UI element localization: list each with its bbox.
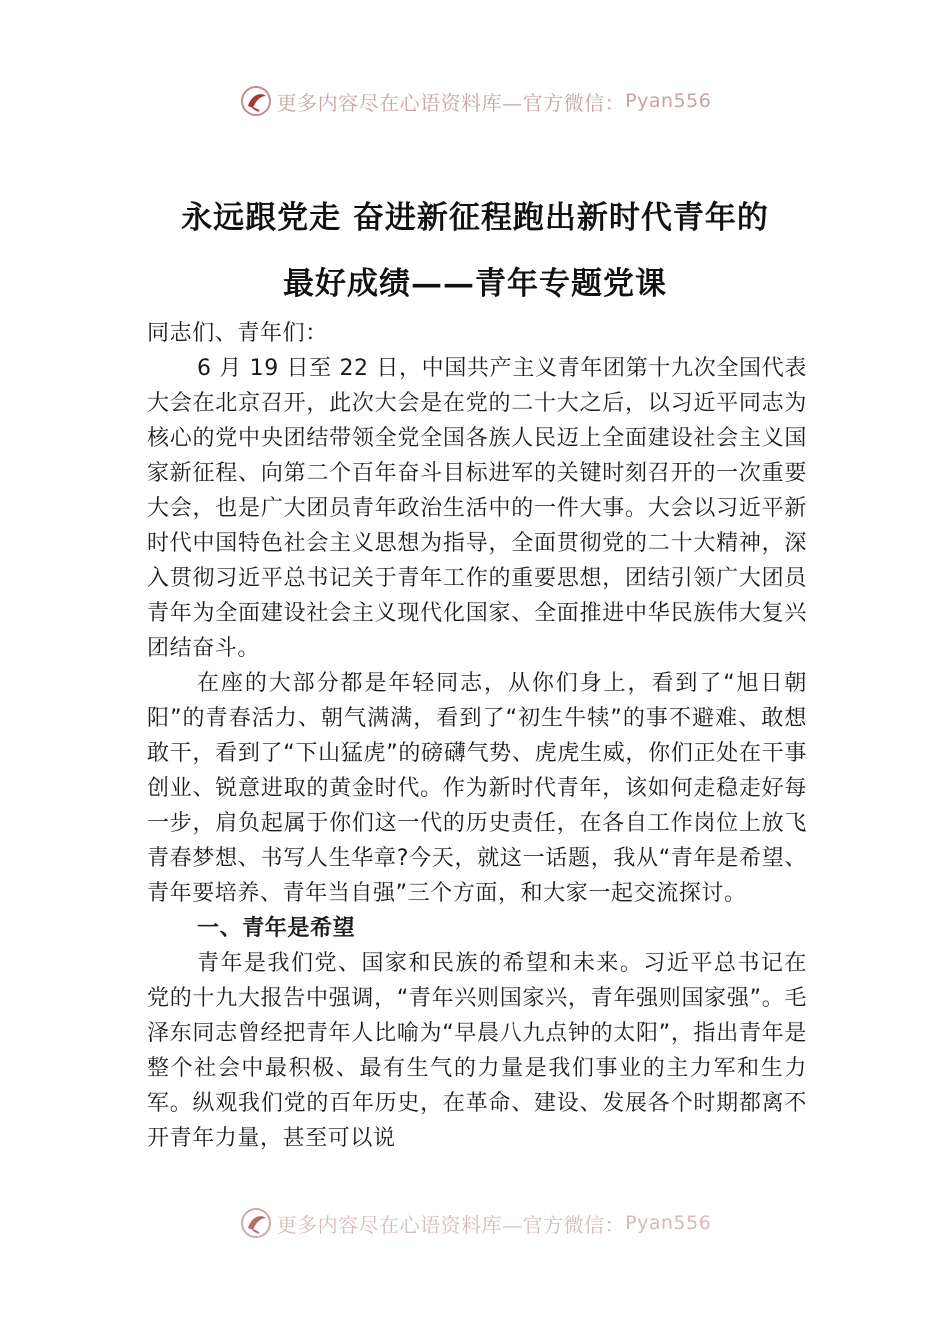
header-watermark (0, 84, 950, 118)
paragraph: 青年是我们党、国家和民族的希望和未来。习近平总书记在党的十九大报告中强调，“青年兴则国家兴，青年强则国家强”。毛泽东同志曾经把青年人比喻为“早晨八九点钟的太阳”，指出青年是整个社会中最积极、最有生气的力量是我们事业的主力军和生力军。纵观我们党的百年历史，在革命、建设、发展各个时期都离不开青年力量，甚至可以说 (147, 951, 807, 1151)
watermark-wechat-id: Pyan556 (625, 1212, 712, 1234)
greeting: 同志们、青年们： (147, 321, 328, 346)
watermark-wechat-id: Pyan556 (625, 90, 712, 112)
watermark-text: 更多内容尽在心语资料库—官方微信： (276, 90, 626, 115)
paragraph: 在座的大部分都是年轻同志，从你们身上，看到了“旭日朝阳”的青春活力、朝气满满，看到了“初生牛犊”的事不避难、敢想敢干，看到了“下山猛虎”的磅礴气势、虎虎生威，你们正处在干事创业、锐意进取的黄金时代。作为新时代青年，该如何走稳走好每一步，肩负起属于你们这一代的历史责任，在各自工作岗位上放飞青春梦想、书写人生华章?今天，就这一话题，我从“青年是希望、青年要培养、青年当自强”三个方面，和大家一起交流探讨。 (147, 671, 807, 906)
document-title-line-2: 最好成绩——青年专题党课 (283, 266, 667, 302)
document-body (147, 316, 807, 1156)
brand-logo-icon (239, 1206, 273, 1240)
section-heading: 一、青年是希望 (197, 916, 356, 941)
brand-logo-icon (239, 84, 273, 118)
watermark-text: 更多内容尽在心语资料库—官方微信： (276, 1212, 626, 1237)
footer-watermark (0, 1206, 950, 1240)
document-title-line-1: 永远跟党走 奋进新征程跑出新时代青年的 (181, 200, 769, 236)
paragraph: 6 月 19 日至 22 日，中国共产主义青年团第十九次全国代表大会在北京召开，此次大会是在党的二十大之后，以习近平同志为核心的党中央团结带领全党全国各族人民迈上全面建设社会主义国家新征程、向第二个百年奋斗目标进军的关键时刻召开的一次重要大会，也是广大团员青年政治生活中的一件大事。大会以习近平新时代中国特色社会主义思想为指导，全面贯彻党的二十大精神，深入贯彻习近平总书记关于青年工作的重要思想，团结引领广大团员青年为全面建设社会主义现代化国家、全面推进中华民族伟大复兴团结奋斗。 (147, 356, 807, 661)
